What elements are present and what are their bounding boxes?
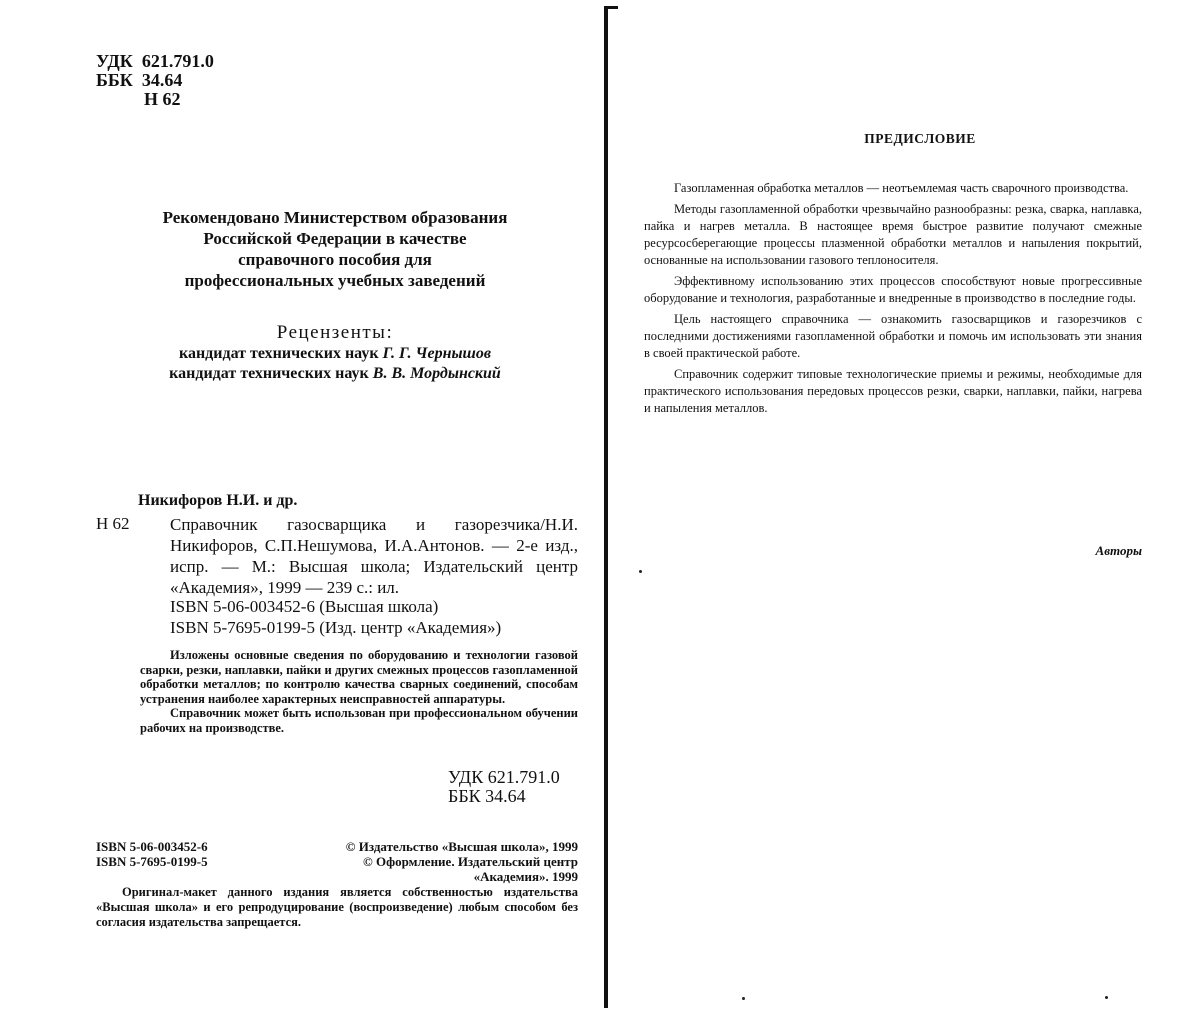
- annotation-paragraph: Изложены основные сведения по оборудованию и технологии газовой сварки, резки, наплавки, пайки и других смежных процессов газопламенной обработки металлов; по контролю качества сварных соединений, способам устранения наиболее характерных неисправностей аппаратуры.: [140, 648, 578, 706]
- bottom-classification: [448, 768, 560, 806]
- catalog-description: Справочник газосварщика и газорезчика/Н.И. Никифоров, С.П.Нешумова, И.А.Антонов. — 2-е изд., испр. — М.: Высшая школа; Издательский центр «Академия», 1999 — 239 с.: ил.: [170, 515, 578, 597]
- isbn-entry: ISBN 5-7695-0199-5 (Изд. центр «Академия»): [170, 618, 502, 637]
- preface-title: ПРЕДИСЛОВИЕ: [864, 131, 976, 146]
- isbn-entry: ISBN 5-06-003452-6 (Высшая школа): [170, 597, 439, 616]
- reviewer-name: Г. Г. Чернышов: [382, 345, 492, 362]
- bbk-code: ББК 34.64: [448, 786, 526, 806]
- recommendation-line: профессиональных учебных заведений: [184, 271, 486, 290]
- reviewer-degree: кандидат технических наук: [169, 365, 373, 382]
- preface-signature: Авторы: [1095, 543, 1142, 558]
- classification-block: [96, 52, 214, 109]
- reviewer-degree: кандидат технических наук: [178, 345, 383, 362]
- isbn-entry: ISBN 5-06-003452-6: [96, 839, 208, 854]
- recommendation-line: Российской Федерации в качестве: [203, 229, 467, 248]
- recommendation-line: справочного пособия для: [238, 250, 432, 269]
- book-spine: [604, 6, 608, 1008]
- right-page: [612, 0, 1200, 1013]
- reviewer-item: [120, 364, 550, 384]
- udk-code: УДК 621.791.0: [96, 51, 214, 71]
- author-code: Н 62: [144, 89, 181, 109]
- preface-paragraph: Методы газопламенной обработки чрезвычайно разнообразны: резка, сварка, наплавка, пайка и нагрев металла. В настоящее время быстрое развитие получают смежные ресурсосберегающие процессы плазменной обработки металлов и напыления покрытий, основанные на использовании газового теплоносителя.: [644, 202, 1142, 267]
- catalog-code: Н 62: [96, 514, 130, 533]
- copyright-line: © Оформление. Издательский центр: [363, 854, 578, 869]
- catalog-isbn-list: [170, 596, 501, 638]
- catalog-author: Никифоров Н.И. и др.: [138, 492, 298, 509]
- copyright-line: © Издательство «Высшая школа», 1999: [345, 839, 578, 854]
- preface-paragraph: Справочник содержит типовые технологические приемы и режимы, необходимые для практического использования передовых процессов резки, сварки, наплавки, пайки, нагрева и напыления металлов.: [644, 367, 1142, 415]
- reviewer-name: В. В. Мордынский: [372, 365, 501, 382]
- preface-paragraph: Газопламенная обработка металлов — неотъемлемая часть сварочного производства.: [674, 181, 1129, 195]
- scan-speck: [1105, 996, 1108, 999]
- copyright-line: «Академия». 1999: [473, 869, 578, 884]
- bbk-code: ББК 34.64: [96, 70, 183, 90]
- scan-speck: [639, 570, 642, 573]
- reviewers-list: [120, 344, 550, 384]
- scan-speck: [742, 997, 745, 1000]
- copyright-block: [298, 839, 578, 884]
- preface-body: [644, 180, 1142, 421]
- annotation: [140, 648, 578, 735]
- reviewer-item: [120, 344, 550, 364]
- udk-code: УДК 621.791.0: [448, 767, 560, 787]
- legal-notice: [96, 885, 578, 930]
- reviewers-heading: Рецензенты:: [276, 322, 394, 343]
- isbn-entry: ISBN 5-7695-0199-5: [96, 854, 208, 869]
- annotation-paragraph: Справочник может быть использован при профессиональном обучении рабочих на производстве.: [140, 706, 578, 735]
- preface-paragraph: Эффективному использованию этих процессов способствуют новые прогрессивные оборудование и технология, разработанные и внедренные в производство в последние годы.: [644, 274, 1142, 305]
- recommendation-line: Рекомендовано Министерством образования: [162, 208, 508, 227]
- isbn-block: [96, 839, 208, 869]
- preface-paragraph: Цель настоящего справочника — ознакомить газосварщиков и газорезчиков с последними достижениями газопламенной обработки и помочь им использовать эти знания в своей практической работе.: [644, 312, 1142, 360]
- recommendation-text: [120, 207, 550, 291]
- legal-notice-text: Оригинал-макет данного издания является собственностью издательства «Высшая школа» и его репродуцирование (воспроизведение) любым способом без согласия издательства запрещается.: [96, 885, 578, 929]
